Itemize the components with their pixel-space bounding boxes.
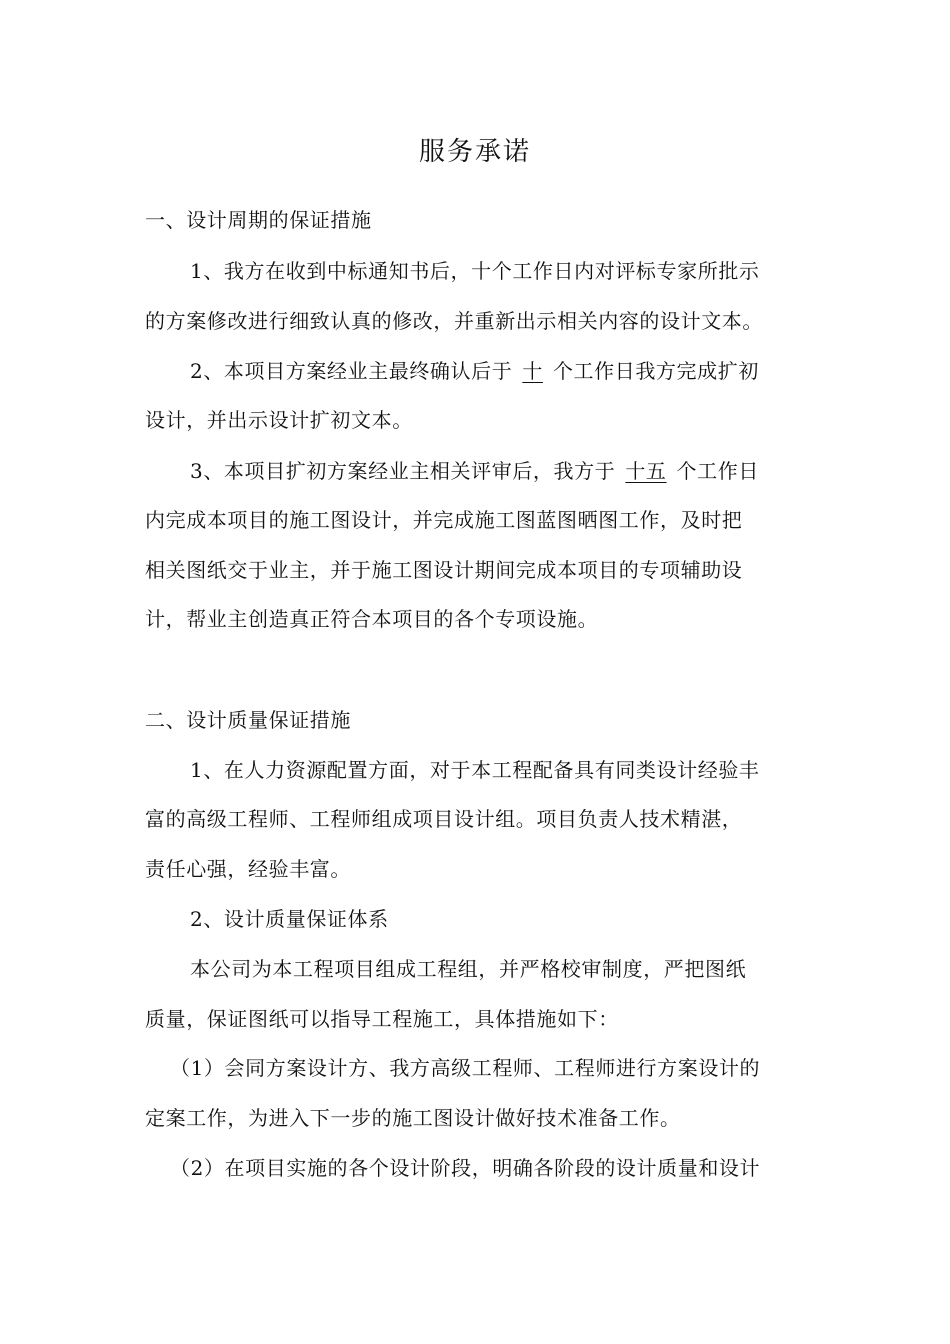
section1-item3-post: 个工作日 xyxy=(676,459,759,483)
section1-item3-line4: 计，帮业主创造真正符合本项目的各个专项设施。 xyxy=(145,607,599,631)
section1-item2-line2: 设计，并出示设计扩初文本。 xyxy=(145,408,413,432)
section1-item3-line2: 内完成本项目的施工图设计，并完成施工图蓝图晒图工作，及时把 xyxy=(145,508,743,532)
section1-item2-post: 个工作日我方完成扩初 xyxy=(552,359,759,383)
section1-item1-line1: 1、我方在收到中标通知书后，十个工作日内对评标专家所批示 xyxy=(190,259,760,283)
section2-sub1-line2: 定案工作，为进入下一步的施工图设计做好技术准备工作。 xyxy=(145,1106,681,1130)
section2-sub1-line1: （1）会同方案设计方、我方高级工程师、工程师进行方案设计的 xyxy=(170,1056,761,1080)
section2-heading: 二、设计质量保证措施 xyxy=(145,708,351,732)
section2-sub2-line1: （2）在项目实施的各个设计阶段，明确各阶段的设计质量和设计 xyxy=(170,1156,761,1180)
page-title: 服务承诺 xyxy=(418,137,531,167)
section1-item2-days: 十 xyxy=(522,359,543,383)
section1-item3-line1 xyxy=(190,456,810,486)
section1-item3-line3: 相关图纸交于业主，并于施工图设计期间完成本项目的专项辅助设 xyxy=(145,558,743,582)
section2-para-line1: 本公司为本工程项目组成工程组，并严格校审制度，严把图纸 xyxy=(190,957,747,981)
section1-heading: 一、设计周期的保证措施 xyxy=(145,208,372,232)
section2-para-line2: 质量，保证图纸可以指导工程施工，具体措施如下： xyxy=(145,1007,619,1031)
section1-item3-pre: 3、本项目扩初方案经业主相关评审后，我方于 xyxy=(190,459,616,483)
section2-item1-line1: 1、在人力资源配置方面，对于本工程配备具有同类设计经验丰 xyxy=(190,758,760,782)
section2-item2-heading: 2、设计质量保证体系 xyxy=(190,907,389,931)
section2-item1-line2: 富的高级工程师、工程师组成项目设计组。项目负责人技术精湛， xyxy=(145,807,743,831)
section2-item1-line3: 责任心强，经验丰富。 xyxy=(145,857,351,881)
section1-item3-days: 十五 xyxy=(625,459,667,483)
section1-item2-pre: 2、本项目方案经业主最终确认后于 xyxy=(190,359,513,383)
section1-item1-line2: 的方案修改进行细致认真的修改，并重新出示相关内容的设计文本。 xyxy=(145,309,763,333)
section1-item2-line1 xyxy=(190,356,810,386)
